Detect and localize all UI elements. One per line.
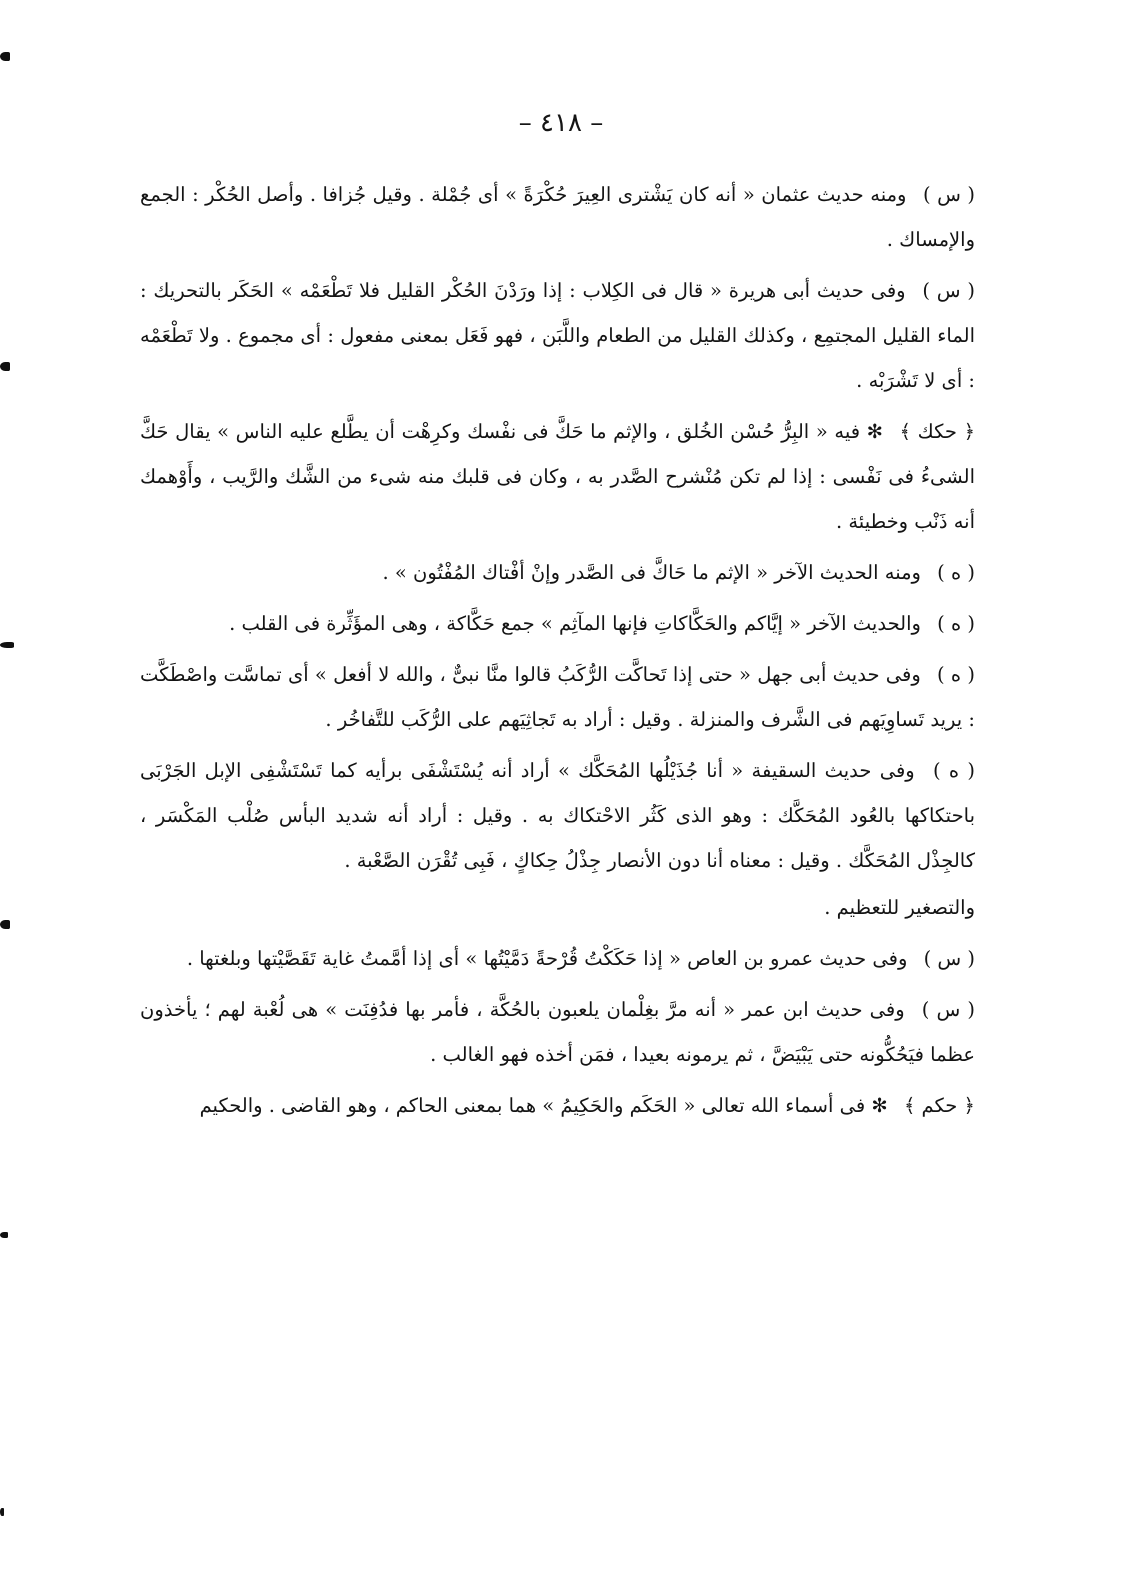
entry-text: وفى حديث أبى جهل « حتى إذا تَحاكَّت الرُّكَبُ قالوا منَّا نبىٌّ ، والله لا أفعل » أى تماسَّت واصْطَكَّت : يريد تَساوِيَهم فى الشَّرف والمنزلة . وقيل : أراد به تَجاثِيَهم على الرُّكَب للتَّفاخُر . <box>140 663 975 731</box>
source-marker: ( ه ) <box>937 612 975 635</box>
entry-hkm-headword <box>140 1083 975 1128</box>
entry-text: والحديث الآخر « إيَّاكم والحَكَّاكاتِ فإنها المآثِم » جمع حَكَّاكة ، وهى المؤَثِّرة فى القلب . <box>229 612 921 635</box>
scan-edge-mark <box>0 920 10 929</box>
scan-edge-mark <box>0 642 14 648</box>
source-marker: ( س ) <box>923 947 975 970</box>
entry-5 <box>140 601 975 646</box>
entry-2 <box>140 268 975 403</box>
scan-edge-mark <box>0 362 10 371</box>
entry-text: وفى حديث أبى هريرة « قال فى الكِلاب : إذا ورَدْنَ الحُكْر القليل فلا تَطْعَمْه » الحَكَر بالتحريك : الماء القليل المجتمِع ، وكذلك القليل من الطعام واللَّبَن ، فهو فَعَل بمعنى مفعول : أى مجموع . ولا تَطْعَمْه : أى لا تَشْرَبْه . <box>140 279 975 392</box>
entry-8 <box>140 885 975 930</box>
scan-edge-mark <box>0 1232 8 1238</box>
entry-10 <box>140 987 975 1077</box>
entry-text: والتصغير للتعظيم . <box>824 896 975 919</box>
entry-9 <box>140 936 975 981</box>
entry-4 <box>140 550 975 595</box>
headword: ﴿ حكم ﴾ <box>903 1094 975 1117</box>
headword: ﴿ حكك ﴾ <box>899 420 975 443</box>
entry-6 <box>140 652 975 742</box>
entry-hkk-headword <box>140 409 975 544</box>
page-number: – ٤١٨ – <box>518 108 604 138</box>
entry-text: وفى حديث السقيفة « أنا جُذَيْلُها المُحَكَّك » أراد أنه يُسْتَشْفَى برأيه كما تَسْتَشْفِى الإبل الجَرْبَى باحتكاكها بالعُود المُحَكَّك : وهو الذى كَثُر الاحْتكاك به . وقيل : أراد أنه شديد البأس صُلْب المَكْسَر ، كالجِذْل المُحَكَّك . وقيل : معناه أنا دون الأنصار جِذْلُ حِكاكٍ ، فَبِى تُقْرَن الصَّعْبة . <box>140 759 975 872</box>
entry-1 <box>140 172 975 262</box>
source-marker: ( س ) <box>922 183 975 206</box>
entry-text: ✻ فى أسماء الله تعالى « الحَكَم والحَكِيمُ » هما بمعنى الحاكم ، وهو القاضى . والحكيم <box>199 1094 888 1117</box>
entry-text: ومنه حديث عثمان « أنه كان يَشْترى العِيرَ حُكْرَةً » أى جُمْلة . وقيل جُزافا . وأصل الحُكْر : الجمع والإمساك . <box>140 183 975 251</box>
entry-text: وفى حديث ابن عمر « أنه مرَّ بغِلْمان يلعبون بالحُكَّة ، فأمر بها فدُفِنَت » هى لُعْبة لهم ؛ يأخذون عظما فيَحُكُّونه حتى يَبْيَضَّ ، ثم يرمونه بعيدا ، فمَن أخذه فهو الغالب . <box>140 998 975 1066</box>
dictionary-text <box>140 172 975 1134</box>
entry-text: ومنه الحديث الآخر « الإثم ما حَاكَّ فى الصَّدر وإنْ أفْتاك المُفْتُون » . <box>382 561 921 584</box>
source-marker: ( س ) <box>921 998 976 1021</box>
source-marker: ( س ) <box>922 279 976 302</box>
scan-edge-mark <box>0 1508 4 1516</box>
entry-text: وفى حديث عمرو بن العاص « إذا حَكَكْتُ قُرْحةً دَمَّيْتُها » أى إذا أمَّمتُ غاية تَقَصَّيْتها وبلغتها . <box>186 947 908 970</box>
entry-7 <box>140 748 975 883</box>
entry-text: ✻ فيه « البِرُّ حُسْن الخُلق ، والإثم ما حَكَّ فى نفْسك وكرِهْت أن يطَّلع عليه الناس » يقال حَكَّ الشىءُ فى نَفْسى : إذا لم تكن مُنْشرح الصَّدر به ، وكان فى قلبك منه شىء من الشَّك والرَّيب ، وأَوْهمك أنه ذَنْب وخطيئة . <box>140 420 975 533</box>
source-marker: ( ه ) <box>933 759 975 782</box>
source-marker: ( ه ) <box>937 561 975 584</box>
source-marker: ( ه ) <box>937 663 975 686</box>
scan-edge-mark <box>0 52 10 61</box>
